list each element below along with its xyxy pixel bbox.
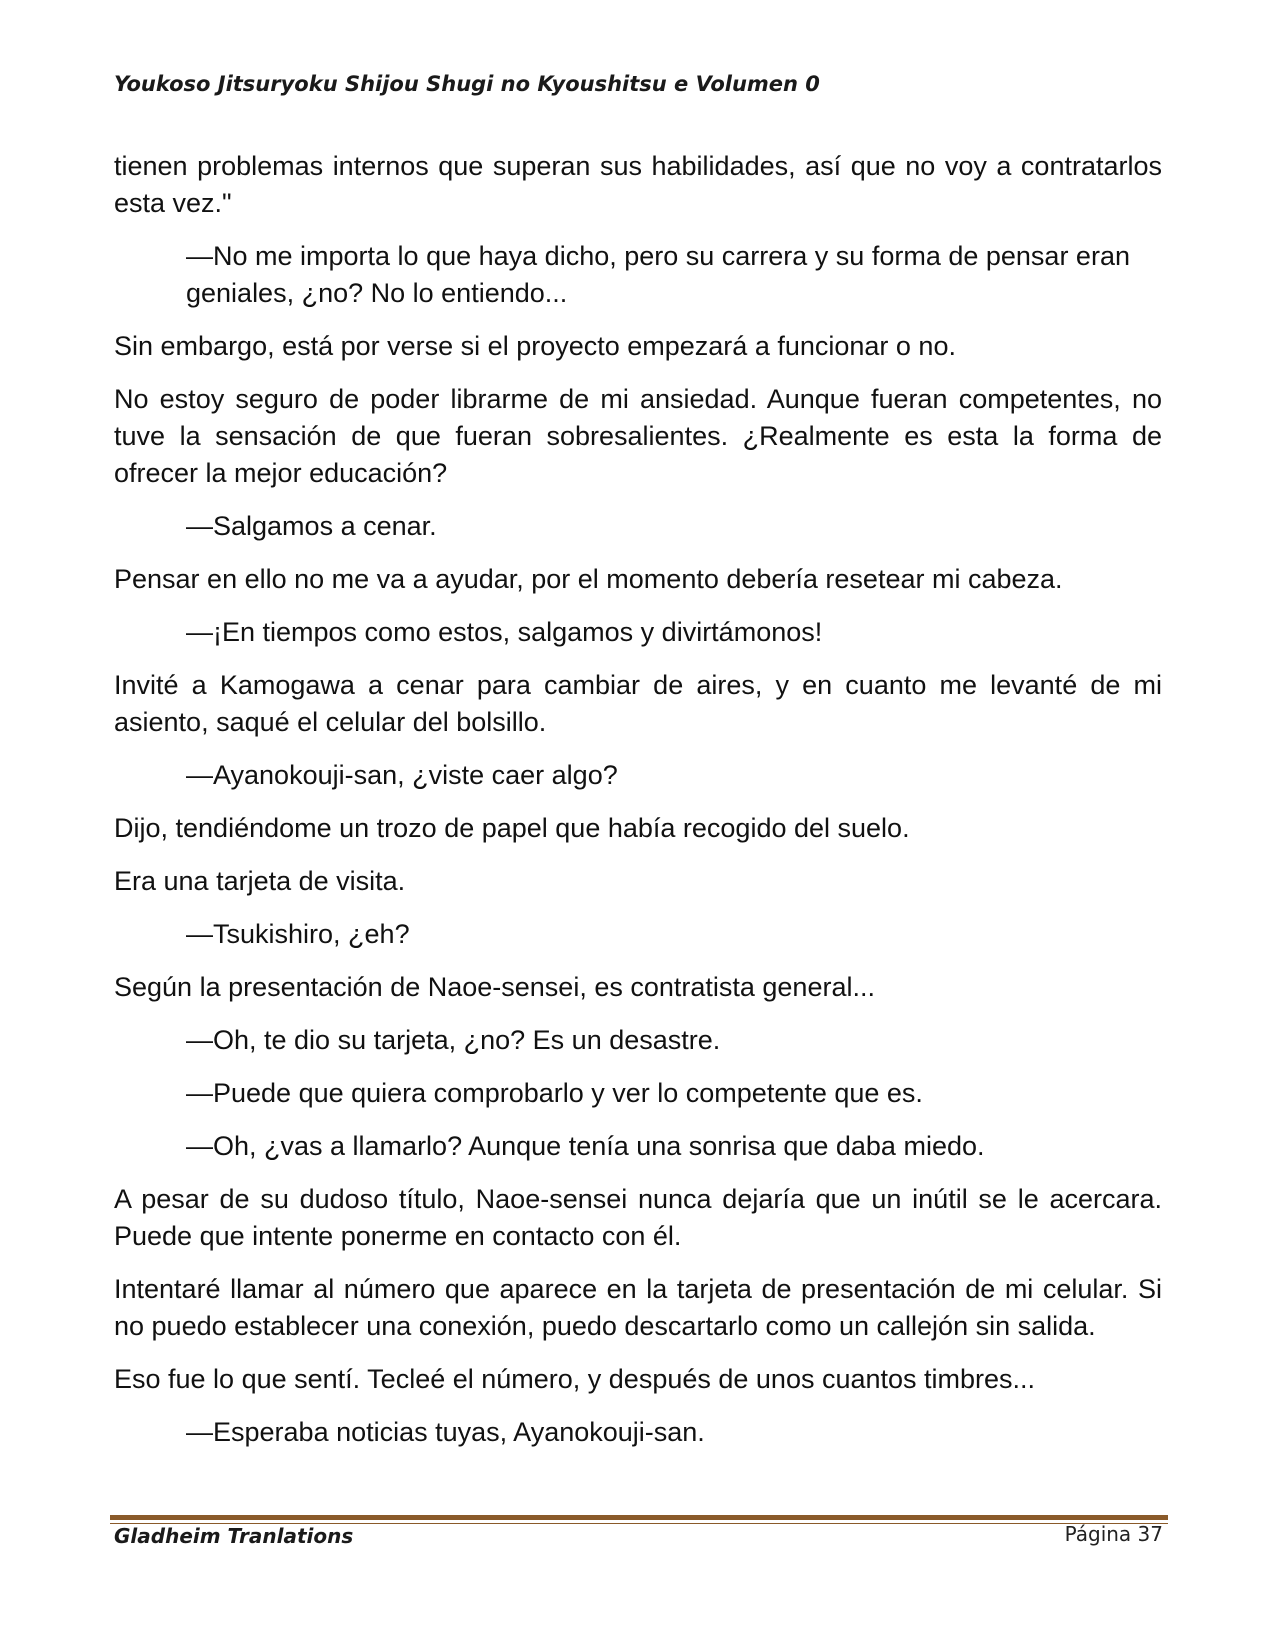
footer-credit: Gladheim Tranlations [114,1524,354,1548]
page-header-title: Youkoso Jitsuryoku Shijou Shugi no Kyoushitsu e Volumen 0 [114,72,820,96]
dialogue-paragraph: —¡En tiempos como estos, salgamos y divirtámonos! [186,617,823,647]
paragraph: A pesar de su dudoso título, Naoe-sensei nunca dejaría que un inútil se le acercara. Puede que intente ponerme en contacto con él. [114,1184,1162,1251]
paragraph: Era una tarjeta de visita. [114,866,406,896]
page-label: Página [1064,1522,1132,1546]
dialogue-paragraph: —Tsukishiro, ¿eh? [186,919,410,949]
paragraph: Según la presentación de Naoe-sensei, es contratista general... [114,972,875,1002]
dialogue-paragraph: —Puede que quiera comprobarlo y ver lo competente que es. [186,1078,923,1108]
paragraph: Dijo, tendiéndome un trozo de papel que había recogido del suelo. [114,813,910,843]
page-number-value: 37 [1137,1522,1163,1546]
dialogue-paragraph: —Oh, ¿vas a llamarlo? Aunque tenía una sonrisa que daba miedo. [186,1131,985,1161]
dialogue-paragraph: —Oh, te dio su tarjeta, ¿no? Es un desastre. [186,1025,721,1055]
page-body [114,148,1162,1467]
paragraph: Eso fue lo que sentí. Tecleé el número, y después de unos cuantos timbres... [114,1364,1036,1394]
paragraph: Intentaré llamar al número que aparece en la tarjeta de presentación de mi celular. Si no puedo establecer una conexión, puedo descartarlo como un callejón sin salida. [114,1274,1162,1341]
paragraph: Invité a Kamogawa a cenar para cambiar de aires, y en cuanto me levanté de mi asiento, saqué el celular del bolsillo. [114,670,1162,737]
dialogue-paragraph: —Esperaba noticias tuyas, Ayanokouji-san. [186,1417,705,1447]
footer-divider [110,1515,1168,1520]
dialogue-paragraph: —Ayanokouji-san, ¿viste caer algo? [186,760,618,790]
paragraph: tienen problemas internos que superan sus habilidades, así que no voy a contratarlos esta vez." [114,151,1162,218]
paragraph: No estoy seguro de poder librarme de mi ansiedad. Aunque fueran competentes, no tuve la sensación de que fueran sobresalientes. ¿Realmente es esta la forma de ofrecer la mejor educación? [114,384,1162,488]
dialogue-paragraph: —No me importa lo que haya dicho, pero su carrera y su forma de pensar eran geniales, ¿no? No lo entiendo... [186,241,1130,308]
dialogue-paragraph: —Salgamos a cenar. [186,511,437,541]
paragraph: Sin embargo, está por verse si el proyecto empezará a funcionar o no. [114,331,956,361]
page-number [1065,1522,1163,1546]
paragraph: Pensar en ello no me va a ayudar, por el momento debería resetear mi cabeza. [114,564,1063,594]
